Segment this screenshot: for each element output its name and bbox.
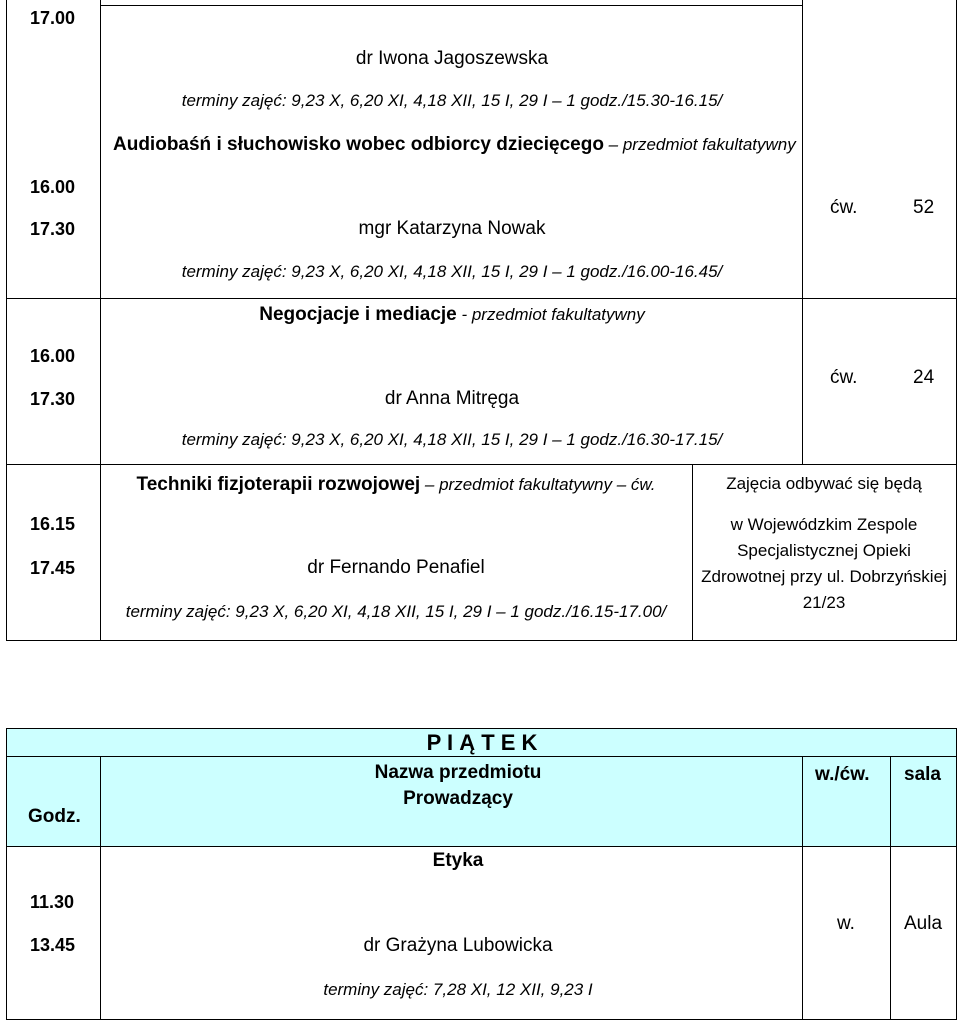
time-start: 16.00 [30, 346, 76, 366]
table-border-right [956, 0, 957, 640]
time-end: 17.30 [30, 389, 76, 409]
column-header-subject: Nazwa przedmiotu [374, 762, 542, 783]
column-divider [100, 0, 101, 640]
table-border-bottom [6, 1019, 957, 1020]
time-end: 17.30 [30, 219, 76, 239]
lecturer-name: mgr Katarzyna Nowak [358, 218, 546, 239]
table-border-left [6, 728, 7, 1020]
column-header-type: w./ćw. [815, 764, 870, 785]
row-divider [6, 464, 957, 465]
class-terms: terminy zajęć: 7,28 XI, 12 XII, 9,23 I [323, 980, 593, 999]
time-start: 17.00 [30, 8, 76, 28]
row-divider [6, 298, 957, 299]
time-start: 11.30 [30, 892, 75, 912]
class-type: w. [837, 913, 855, 934]
lecturer-name: dr Anna Mitręga [384, 388, 520, 409]
column-divider [890, 756, 891, 1020]
subject-note: – przedmiot fakultatywny [603, 135, 796, 154]
table-border-top [6, 728, 957, 729]
class-terms: terminy zajęć: 9,23 X, 6,20 XI, 4,18 XII, 15 I, 29 I – 1 godz./16.15-17.00/ [125, 602, 667, 621]
column-divider [802, 756, 803, 1020]
row-divider [6, 846, 957, 847]
column-header-lecturer: Prowadzący [403, 788, 513, 809]
location-note-line: w Wojewódzkim Zespole [730, 515, 918, 534]
day-title: P I Ą T E K [426, 730, 538, 755]
subject-title: Techniki fizjoterapii rozwojowej [136, 474, 421, 495]
location-note-line: 21/23 [802, 593, 846, 612]
column-divider [692, 464, 693, 640]
column-header-room: sala [904, 764, 941, 785]
subject-note: – przedmiot fakultatywny – ćw. [420, 475, 656, 494]
table-border-left [6, 0, 7, 640]
location-note-line: Specjalistycznej Opieki [737, 541, 911, 560]
table-border-bottom [6, 640, 957, 641]
row-divider [100, 5, 802, 6]
room-name: Aula [904, 913, 943, 934]
time-start: 16.15 [30, 514, 76, 534]
subject-line [259, 304, 645, 326]
class-terms: terminy zajęć: 9,23 X, 6,20 XI, 4,18 XII, 15 I, 29 I – 1 godz./16.30-17.15/ [181, 430, 723, 449]
subject-line [113, 134, 796, 156]
lecturer-name: dr Iwona Jagoszewska [355, 48, 549, 69]
subject-title: Audiobaśń i słuchowisko wobec odbiorcy dziecięcego [113, 134, 604, 155]
column-divider [100, 756, 101, 1020]
location-note-line: Zdrowotnej przy ul. Dobrzyńskiej [701, 567, 947, 586]
column-header-hour: Godz. [28, 806, 81, 827]
location-note-line: Zajęcia odbywać się będą [726, 474, 922, 493]
room-number: 52 [913, 197, 935, 218]
time-end: 17.45 [30, 558, 76, 578]
class-type: ćw. [830, 197, 858, 218]
column-divider [802, 0, 803, 464]
class-terms: terminy zajęć: 9,23 X, 6,20 XI, 4,18 XII, 15 I, 29 I – 1 godz./15.30-16.15/ [181, 91, 723, 110]
time-end: 13.45 [30, 935, 76, 955]
class-terms: terminy zajęć: 9,23 X, 6,20 XI, 4,18 XII, 15 I, 29 I – 1 godz./16.00-16.45/ [181, 262, 723, 281]
subject-line [137, 474, 656, 496]
class-type: ćw. [830, 367, 858, 388]
lecturer-name: dr Fernando Penafiel [307, 557, 485, 578]
row-divider [6, 756, 957, 757]
time-start: 16.00 [30, 177, 76, 197]
lecturer-name: dr Grażyna Lubowicka [363, 935, 553, 956]
room-number: 24 [913, 367, 935, 388]
subject-title: Negocjacje i mediacje [259, 304, 457, 325]
table-border-right [956, 728, 957, 1020]
subject-title: Etyka [432, 850, 484, 871]
subject-note: - przedmiot fakultatywny [456, 305, 645, 324]
